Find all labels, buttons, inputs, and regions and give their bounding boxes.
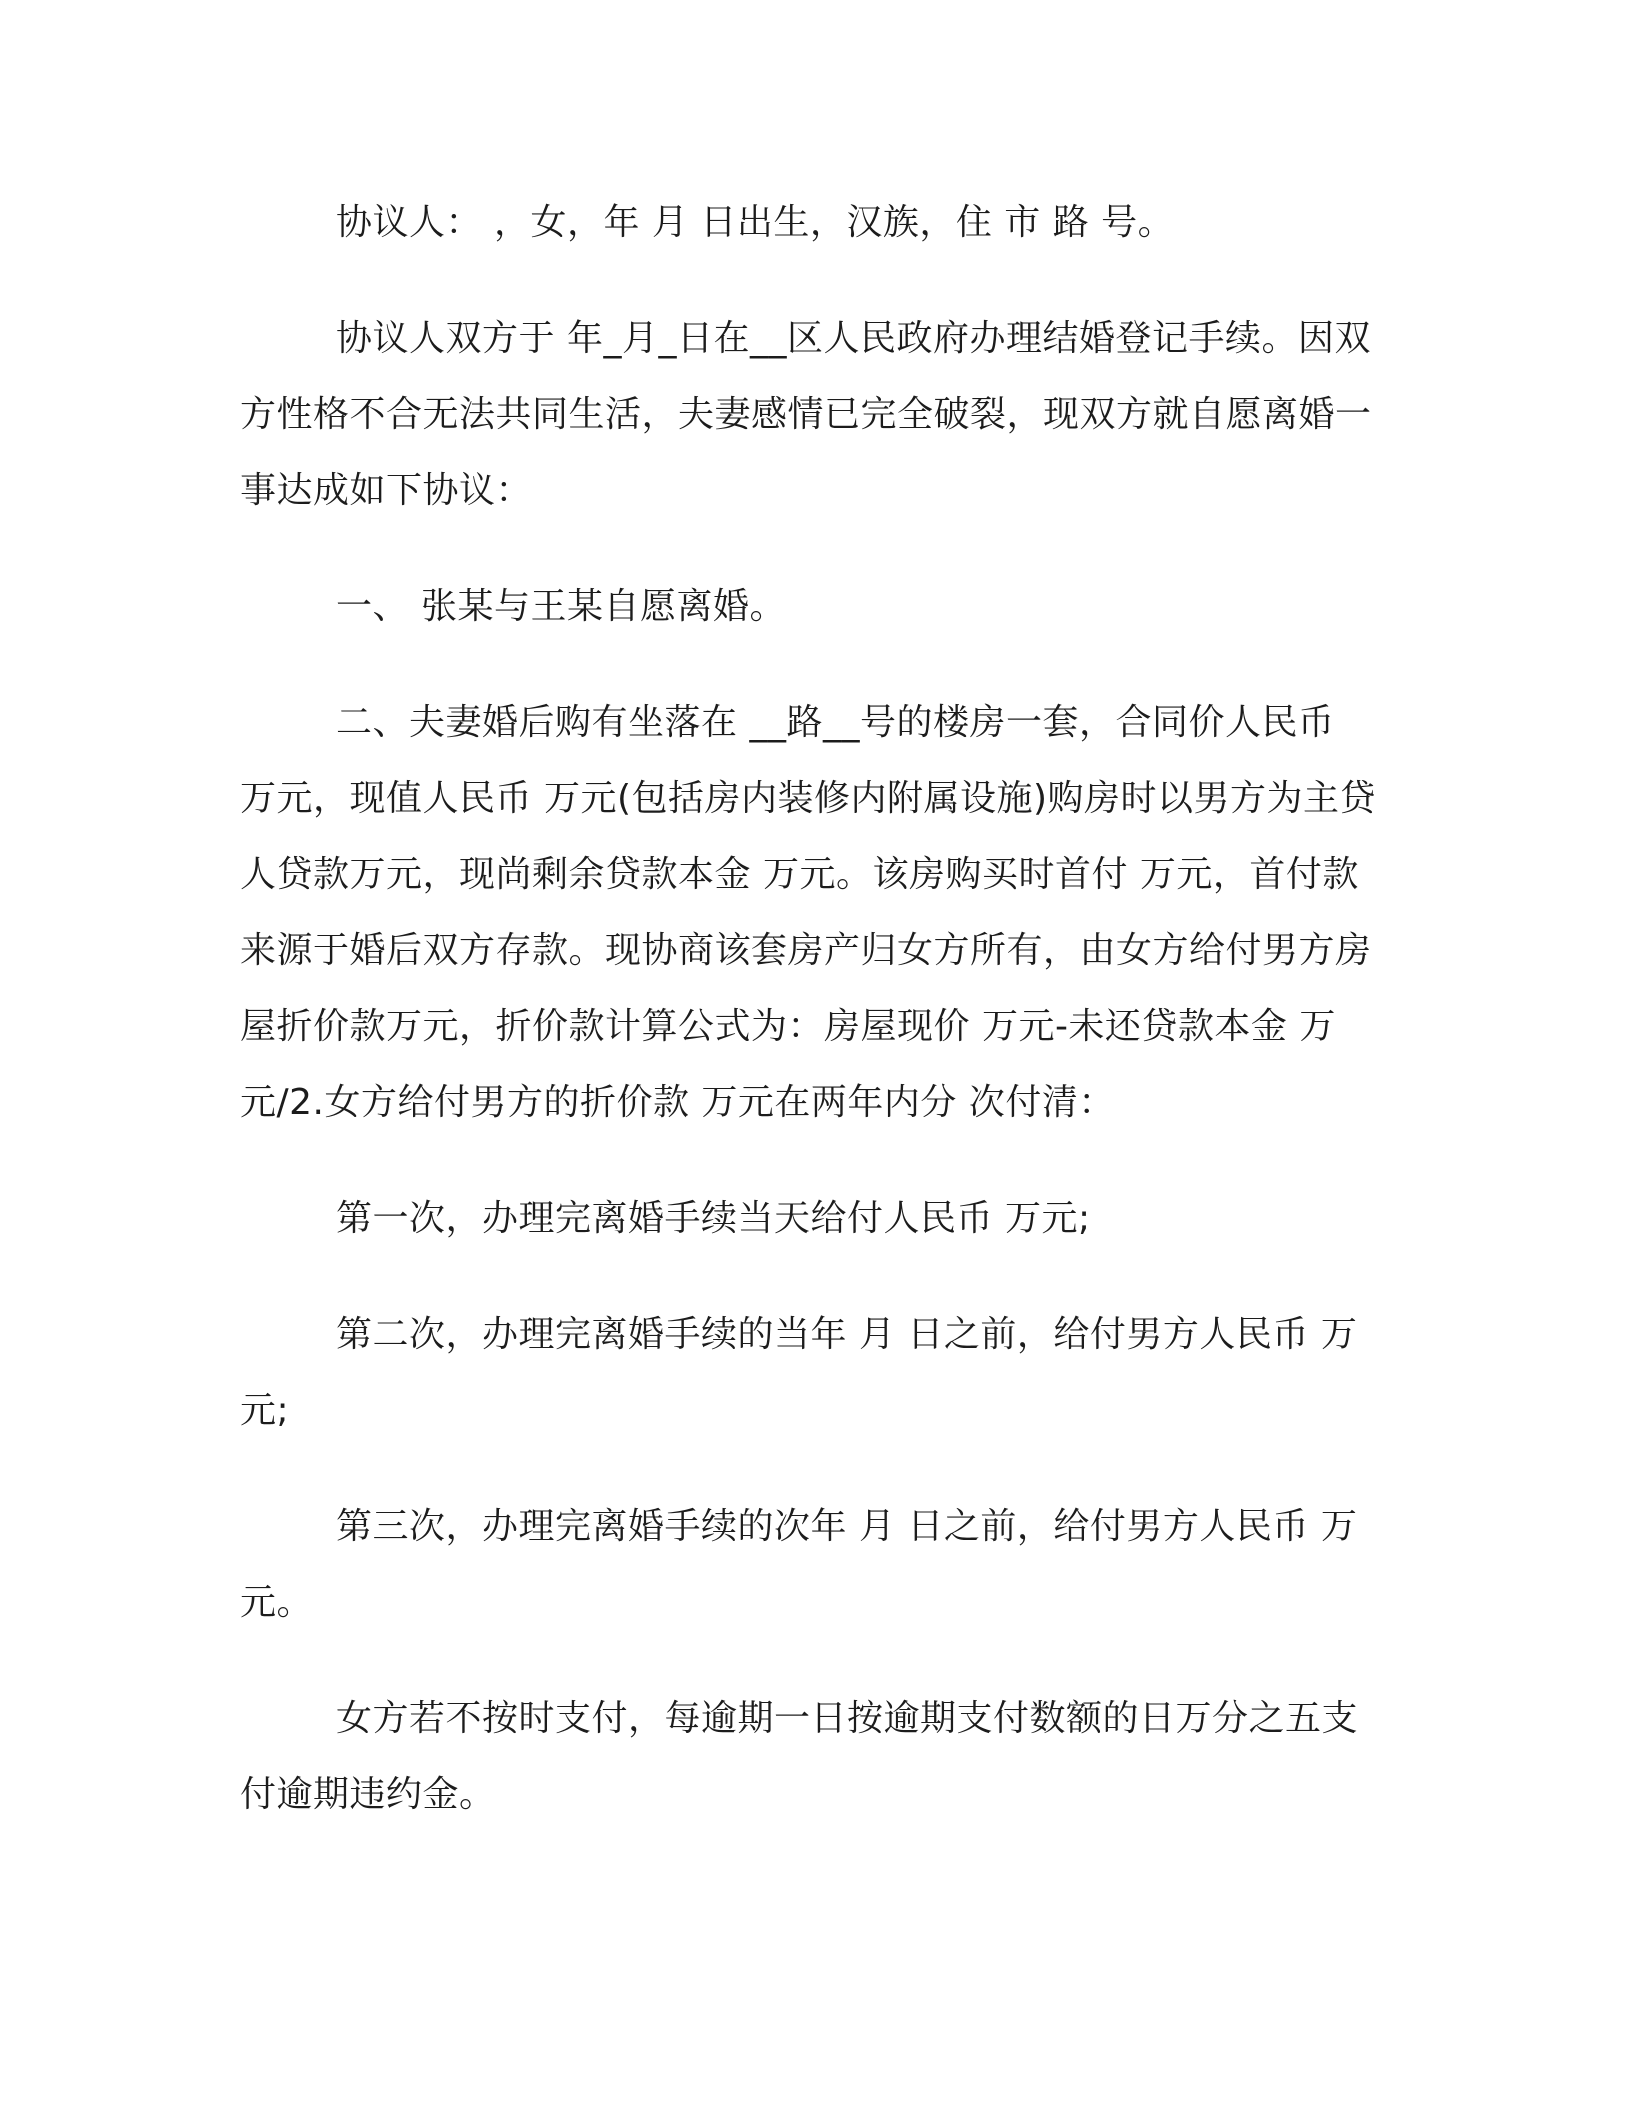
paragraph-third-payment: 第三次，办理完离婚手续的次年 月 日之前，给付男方人民币 万元。 bbox=[240, 1506, 1358, 1623]
document-body bbox=[240, 185, 1380, 1873]
paragraph-penalty: 女方若不按时支付，每逾期一日按逾期支付数额的日万分之五支付逾期违约金。 bbox=[240, 1698, 1359, 1815]
paragraph-marriage-registration: 协议人双方于 年_月_日在__区人民政府办理结婚登记手续。因双方性格不合无法共同生活，夫妻感情已完全破裂，现双方就自愿离婚一事达成如下协议： bbox=[240, 318, 1372, 511]
paragraph-parties: 协议人： ，女，年 月 日出生，汉族，住 市 路 号。 bbox=[336, 202, 1175, 243]
paragraph-first-payment: 第一次，办理完离婚手续当天给付人民币 万元; bbox=[336, 1198, 1091, 1239]
paragraph-clause-two: 二、夫妻婚后购有坐落在 __路__号的楼房一套，合同价人民币 万元，现值人民币 万元(包括房内装修内附属设施)购房时以男方为主贷人贷款万元，现尚剩余贷款本金 万元。该房购买时首付 万元，首付款来源于婚后双方存款。现协商该套房产归女方所有，由女方给付男方房屋折价款万元，折价款计算公式为：房屋现价 万元-未还贷款本金 万元/2.女方给付男方的折价款 万元在两年内分 次付清： bbox=[240, 702, 1377, 1123]
paragraph-second-payment: 第二次，办理完离婚手续的当年 月 日之前，给付男方人民币 万元; bbox=[240, 1314, 1358, 1431]
paragraph-clause-one: 一、 张某与王某自愿离婚。 bbox=[336, 586, 786, 627]
